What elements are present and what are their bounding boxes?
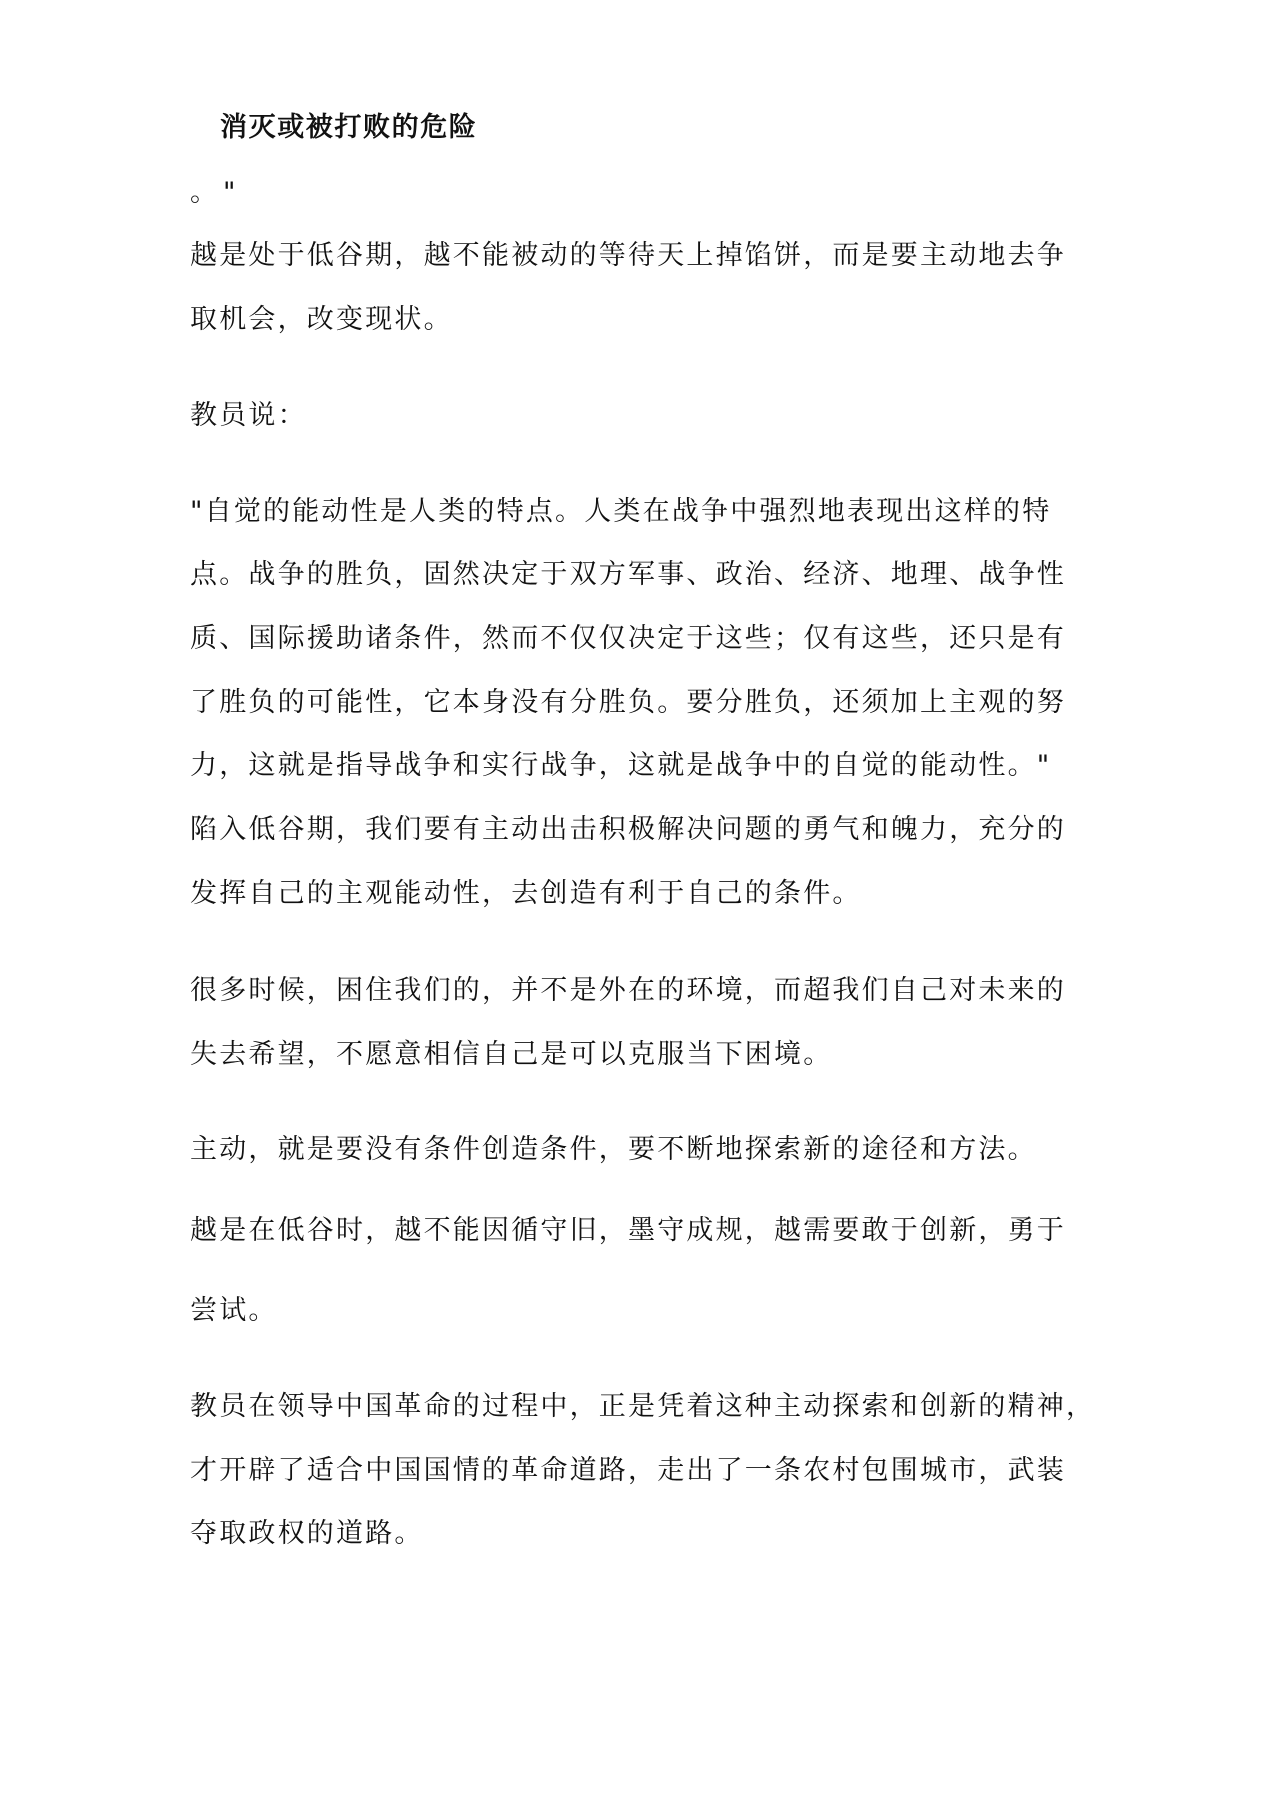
paragraph-1-line-1: 越是处于低谷期，越不能被动的等待天上掉馅饼，而是要主动地去争 [190, 240, 1066, 271]
paragraph-3-line-6: 陷入低谷期，我们要有主动出击积极解决问题的勇气和魄力，充分的 [190, 814, 1066, 845]
paragraph-5-line-1: 主动，就是要没有条件创造条件，要不断地探索新的途径和方法。 [190, 1134, 1037, 1165]
section-heading: 消灭或被打败的危险 [220, 112, 478, 143]
paragraph-7-line-1: 教员在领导中国革命的过程中，正是凭着这种主动探索和创新的精神， [190, 1391, 1096, 1422]
paragraph-1-line-2: 取机会，改变现状。 [190, 304, 453, 335]
paragraph-6-line-1: 越是在低谷时，越不能因循守旧，墨守成规，越需要敢于创新，勇于 [190, 1215, 1066, 1246]
paragraph-3-line-5: 力，这就是指导战争和实行战争，这就是战争中的自觉的能动性。" [190, 750, 1052, 781]
paragraph-3-line-1: "自觉的能动性是人类的特点。人类在战争中强烈地表现出这样的特 [190, 496, 1052, 527]
text-fragment: 。" [190, 177, 242, 208]
paragraph-7-line-3: 夺取政权的道路。 [190, 1518, 424, 1549]
paragraph-4-line-1: 很多时候，困住我们的，并不是外在的环境，而超我们自己对未来的 [190, 975, 1066, 1006]
paragraph-3-line-2: 点。战争的胜负，固然决定于双方军事、政治、经济、地理、战争性 [190, 559, 1066, 590]
paragraph-4-line-2: 失去希望，不愿意相信自己是可以克服当下困境。 [190, 1039, 833, 1070]
paragraph-2-line-1: 教员说： [190, 400, 307, 431]
paragraph-3-line-7: 发挥自己的主观能动性，去创造有利于自己的条件。 [190, 878, 862, 909]
paragraph-3-line-4: 了胜负的可能性，它本身没有分胜负。要分胜负，还须加上主观的努 [190, 687, 1066, 718]
paragraph-3-line-3: 质、国际援助诸条件，然而不仅仅决定于这些；仅有这些，还只是有 [190, 623, 1066, 654]
paragraph-7-line-2: 才开辟了适合中国国情的革命道路，走出了一条农村包围城市，武装 [190, 1455, 1066, 1486]
paragraph-6-line-2: 尝试。 [190, 1295, 278, 1326]
